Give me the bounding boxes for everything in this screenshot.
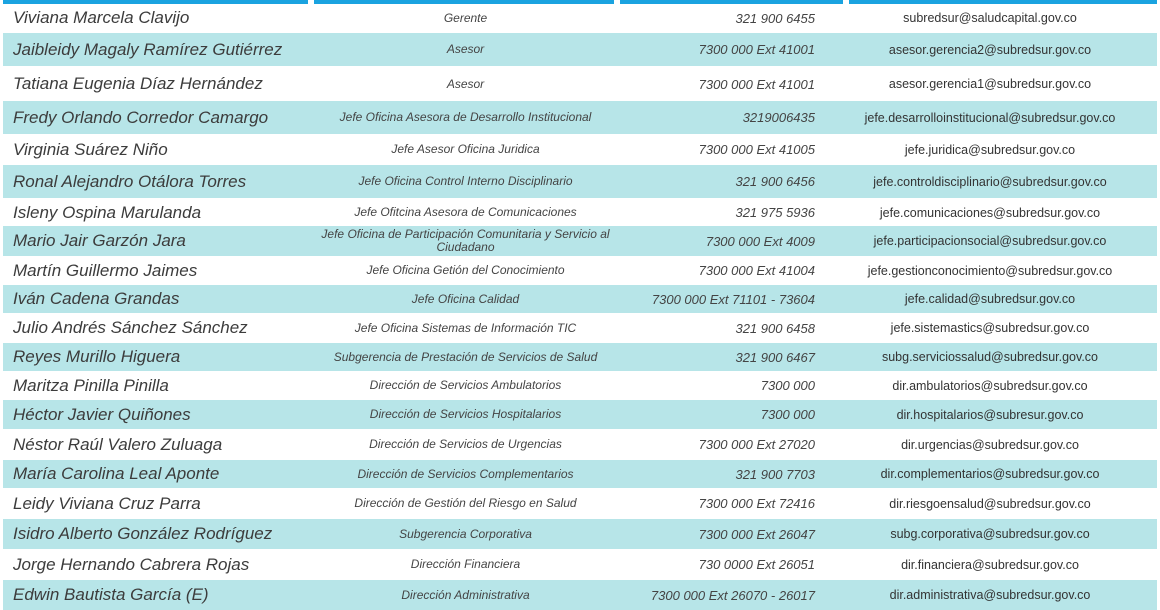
email-address: jefe.controldisciplinario@subredsur.gov.co [873,174,1107,189]
email-address: dir.hospitalarios@subresur.gov.co [896,407,1084,422]
job-title: Jefe Ofitcina Asesora de Comunicaciones [354,205,577,219]
email-address: subredsur@saludcapital.gov.co [903,11,1077,25]
person-name: Ronal Alejandro Otálora Torres [13,171,247,191]
person-name: Maritza Pinilla Pinilla [13,375,169,395]
table-row [3,68,1157,100]
person-name: Fredy Orlando Corredor Camargo [13,107,269,127]
person-name: Viviana Marcela Clavijo [13,8,190,27]
phone-number: 7300 000 Ext 26070 - 26017 [650,587,815,603]
phone-number: 730 0000 Ext 26051 [698,557,815,572]
phone-number: 321 975 5936 [735,205,815,220]
job-title: Jefe Oficina de Participación Comunitaria y Servicio al Ciudadano [321,227,610,254]
table-row [3,372,1157,399]
person-name: Iván Cadena Grandas [13,289,180,308]
person-name: Jaibleidy Magaly Ramírez Gutiérrez [13,39,283,59]
table-row [3,519,1157,549]
job-title: Jefe Oficina Calidad [411,291,520,306]
email-address: jefe.juridica@subredsur.gov.co [904,142,1076,157]
job-title: Dirección de Servicios Hospitalarios [369,407,562,421]
phone-number: 7300 000 Ext 41001 [698,42,815,57]
email-address: jefe.gestionconocimiento@subredsur.gov.co [867,263,1113,278]
person-name: Reyes Murillo Higuera [13,347,181,366]
job-title: Dirección de Servicios de Urgencias [369,437,562,451]
phone-number: 7300 000 [760,378,815,393]
email-address: jefe.comunicaciones@subredsur.gov.co [879,205,1101,220]
table-row [3,4,1157,32]
email-address: jefe.participacionsocial@subredsur.gov.co [873,234,1107,248]
table-row [3,400,1157,429]
job-title: Asesor [446,42,485,56]
person-name: Leidy Viviana Cruz Parra [13,493,201,513]
job-title: Jefe Asesor Oficina Juridica [391,142,540,156]
email-address: dir.administrativa@subredsur.gov.co [889,588,1091,602]
phone-number: 7300 000 [760,407,815,422]
email-address: jefe.desarrolloinstitucional@subredsur.gov.co [864,110,1116,125]
email-address: asesor.gerencia1@subredsur.gov.co [888,77,1092,91]
phone-number: 321 900 6467 [735,349,815,365]
phone-number: 7300 000 Ext 71101 - 73604 [651,291,815,307]
phone-number: 7300 000 Ext 27020 [698,437,815,452]
phone-number: 7300 000 Ext 41005 [698,142,815,157]
phone-number: 321 900 6458 [735,320,815,336]
phone-number: 7300 000 Ext 4009 [705,233,815,249]
email-address: jefe.calidad@subredsur.gov.co [904,292,1076,306]
email-address: dir.urgencias@subredsur.gov.co [901,437,1079,452]
email-address: dir.ambulatorios@subredsur.gov.co [892,378,1088,393]
phone-number: 321 900 6455 [735,10,815,26]
job-title: Gerente [443,10,488,25]
phone-number: 7300 000 Ext 41004 [698,263,815,278]
job-title: Subgerencia de Prestación de Servicios de Salud [333,349,598,364]
person-name: Jorge Hernando Cabrera Rojas [13,554,250,574]
person-name: Tatiana Eugenia Díaz Hernández [13,74,263,93]
table-row [3,135,1157,164]
email-address: dir.complementarios@subredsur.gov.co [880,467,1100,481]
table-row [3,101,1157,134]
table-row [3,165,1157,198]
table-row [3,314,1157,342]
table-row [3,550,1157,579]
person-name: Héctor Javier Quiñones [13,404,191,424]
job-title: Jefe Oficina Getión del Conocimiento [366,263,565,277]
email-address: subg.corporativa@subredsur.gov.co [890,527,1090,541]
table-row [3,489,1157,518]
table-row [3,580,1157,610]
table-row [3,285,1157,313]
phone-number: 3219006435 [742,110,815,125]
phone-number: 7300 000 Ext 26047 [698,526,815,542]
email-address: dir.riesgoensalud@subredsur.gov.co [889,496,1091,511]
person-name: Mario Jair Garzón Jara [13,231,186,250]
table-row [3,33,1157,66]
job-title: Dirección de Servicios Ambulatorios [369,378,562,392]
table-row [3,343,1157,371]
job-title: Subgerencia Corporativa [399,526,532,541]
person-name: María Carolina Leal Aponte [13,464,220,483]
job-title: Dirección de Servicios Complementarios [357,466,574,481]
phone-number: 321 900 7703 [735,466,815,482]
table-row [3,226,1157,256]
job-title: Jefe Oficina Control Interno Disciplinario [358,174,573,188]
person-name: Néstor Raúl Valero Zuluaga [13,434,223,454]
person-name: Martín Guillermo Jaimes [13,260,198,280]
email-address: subg.serviciossalud@subredsur.gov.co [881,350,1099,364]
job-title: Jefe Oficina Asesora de Desarrollo Institucional [339,110,592,124]
email-address: dir.financiera@subredsur.gov.co [901,557,1079,572]
table-row [3,460,1157,488]
phone-number: 7300 000 Ext 41001 [698,76,815,92]
email-address: jefe.sistemastics@subredsur.gov.co [890,321,1090,335]
job-title: Dirección Administrativa [401,587,530,602]
phone-number: 321 900 6456 [735,174,815,189]
person-name: Isidro Alberto González Rodríguez [13,524,273,543]
email-address: asesor.gerencia2@subredsur.gov.co [888,42,1092,57]
table-row [3,200,1157,225]
person-name: Edwin Bautista García (E) [13,585,209,604]
person-name: Isleny Ospina Marulanda [13,202,202,222]
table-row [3,257,1157,284]
job-title: Asesor [446,76,485,91]
job-title: Jefe Oficina Sistemas de Información TIC [354,320,577,335]
person-name: Virginia Suárez Niño [13,139,168,159]
job-title: Dirección Financiera [410,557,521,571]
person-name: Julio Andrés Sánchez Sánchez [13,318,248,337]
job-title: Dirección de Gestión del Riesgo en Salud [354,496,577,510]
phone-number: 7300 000 Ext 72416 [698,496,815,511]
table-row [3,430,1157,459]
